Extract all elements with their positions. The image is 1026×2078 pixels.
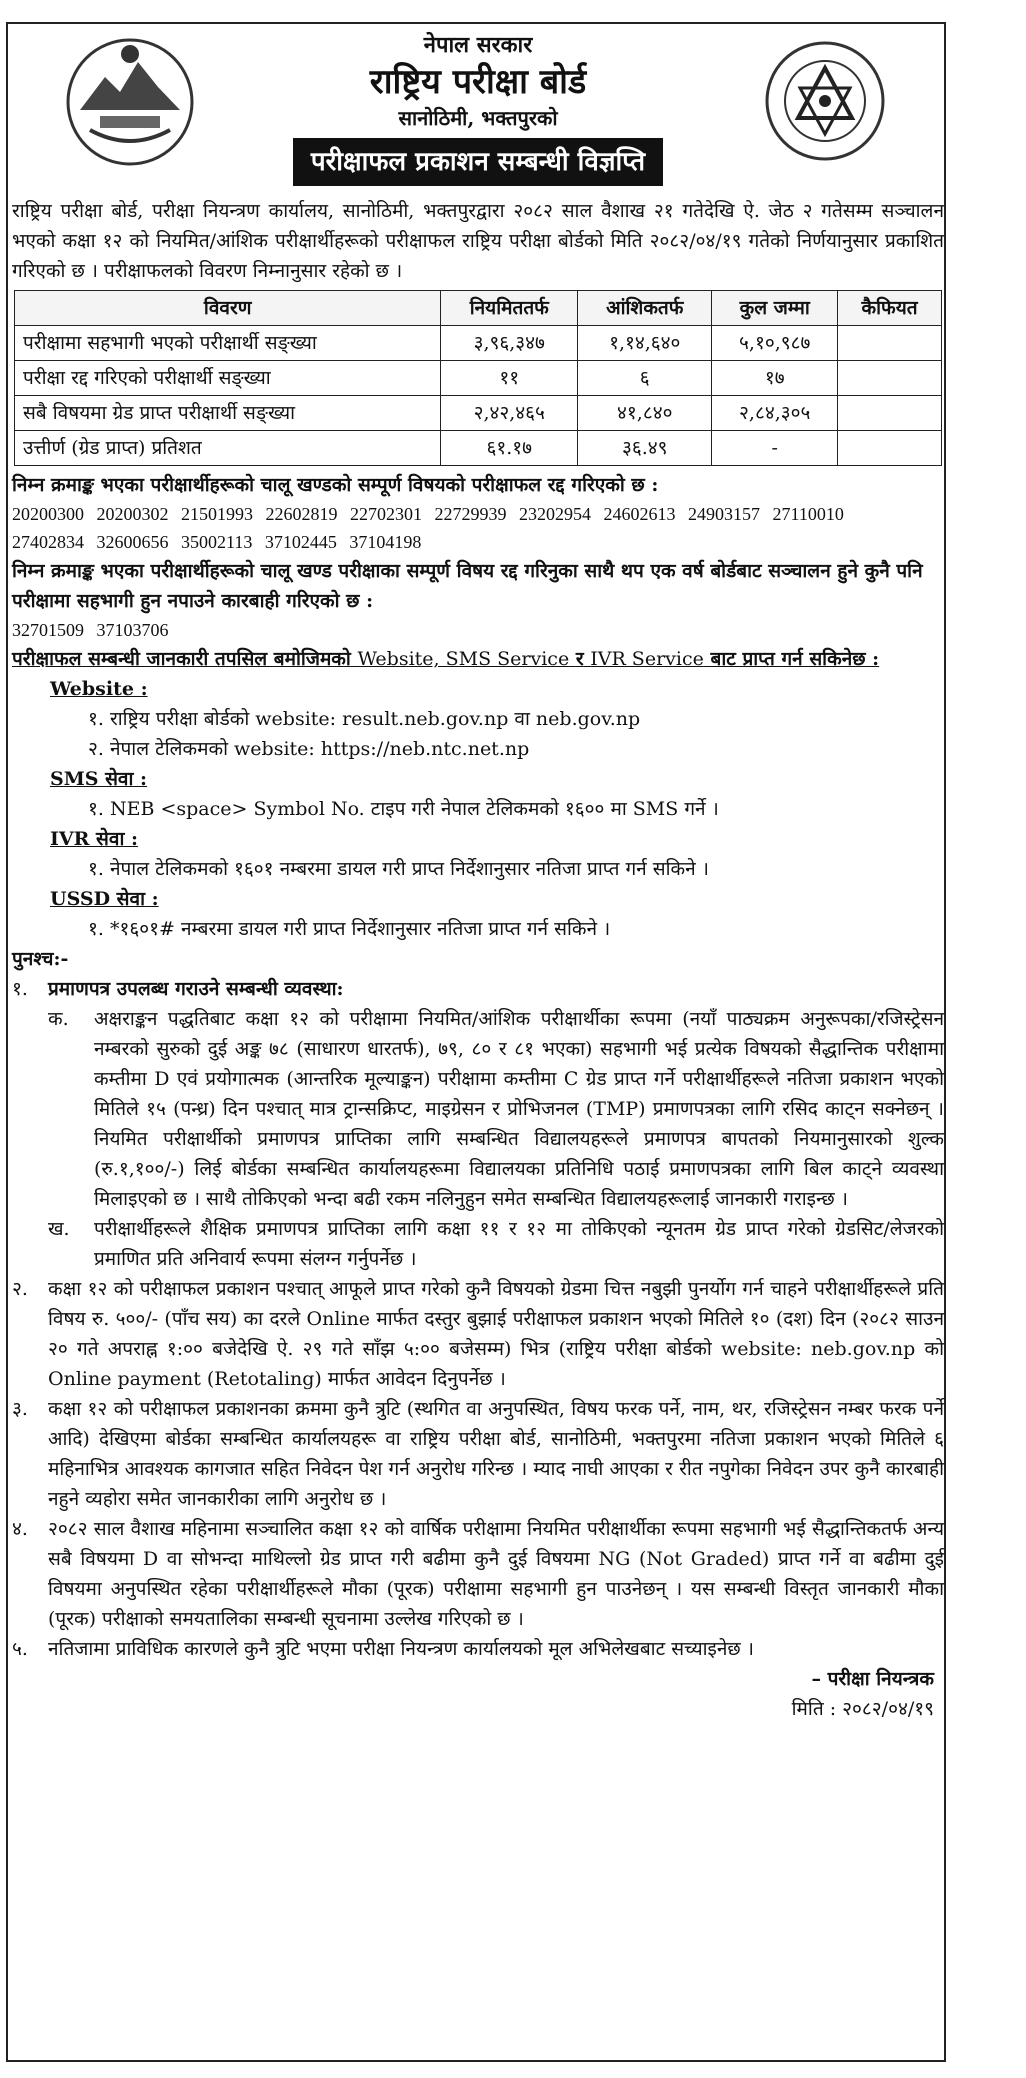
ussd-item: १. *१६०१# नम्बरमा डायल गरी प्राप्त निर्देशानुसार नतिजा प्राप्त गर्न सकिने । bbox=[88, 918, 611, 940]
table-cell: ४१,८४० bbox=[578, 396, 712, 431]
table-cell: उत्तीर्ण (ग्रेड प्राप्त) प्रतिशत bbox=[15, 431, 441, 466]
table-row bbox=[15, 361, 942, 396]
services-intro-a: परीक्षाफल सम्बन्धी जानकारी तपसिल बमोजिमको bbox=[12, 648, 351, 670]
board-title: राष्ट्रिय परीक्षा बोर्ड bbox=[369, 62, 587, 102]
services-intro-b: Website, SMS Service bbox=[357, 648, 570, 670]
table-row bbox=[15, 431, 942, 466]
sms-heading-label: SMS सेवा bbox=[50, 768, 134, 790]
services-intro-c: र bbox=[575, 648, 584, 670]
table-cell bbox=[838, 361, 942, 396]
note-4 bbox=[12, 1514, 944, 1634]
note-2 bbox=[12, 1274, 944, 1394]
table-cell: १७ bbox=[712, 361, 838, 396]
nepal-emblem-logo bbox=[60, 32, 200, 172]
website-heading-label: Website bbox=[50, 678, 134, 700]
table-row bbox=[15, 396, 942, 431]
notice-date: मिति : २०८२/०४/१९ bbox=[791, 1698, 934, 1720]
table-header: कैफियत bbox=[838, 291, 942, 326]
notes-heading: पुनश्च:- bbox=[12, 948, 69, 970]
note-1 bbox=[12, 974, 944, 1004]
note-number: ४. bbox=[12, 1518, 28, 1540]
note-5-text: नतिजामा प्राविधिक कारणले कुनै त्रुटि भएमा परीक्षा नियन्त्रण कार्यालयको मूल अभिलेखबाट सच्याइनेछ । bbox=[48, 1638, 754, 1660]
table-cell: - bbox=[712, 431, 838, 466]
table-cell: परीक्षामा सहभागी भएको परीक्षार्थी सङ्ख्या bbox=[15, 326, 441, 361]
cancel1-symbols-line2: 27402834 32600656 35002113 37102445 37104198 bbox=[12, 532, 422, 552]
ivr-heading-label: IVR सेवा bbox=[50, 828, 125, 850]
website-item: १. राष्ट्रिय परीक्षा बोर्डको website: result.neb.gov.np वा neb.gov.np bbox=[88, 708, 641, 730]
note-1-kha bbox=[48, 1214, 944, 1274]
ivr-heading: IVR सेवा : bbox=[50, 828, 139, 850]
services-intro-d: IVR Service bbox=[590, 648, 704, 670]
note-1-ka-text: अक्षराङ्कन पद्धतिबाट कक्षा १२ को परीक्षामा नियमित/आंशिक परीक्षार्थीका रूपमा (नयाँ पाठ्यक्रम अनुरूपका/रजिस्ट्रेसन नम्बरको सुरुको दुई अङ्क ७८ (साधारण धारतर्फ), ७९, ८० र ८१ भएका) सहभागी भई प्रत्येक विषयको सैद्धान्तिक परीक्षामा कम्तीमा D एवं प्रयोगात्मक (आन्तरिक मूल्याङ्कन) परीक्षामा कम्तीमा C ग्रेड प्राप्त गर्ने परीक्षार्थीहरूले नतिजा प्रकाशन भएको मितिले १५ (पन्ध्र) दिन पश्चात् मात्र ट्रान्सक्रिप्ट, माइग्रेसन र प्रोभिजनल (TMP) प्रमाणपत्रका लागि रसिद काट्न सक्नेछन् । नियमित परीक्षार्थीको प्रमाणपत्र प्राप्तिका लागि सम्बन्धित विद्यालयहरूले प्रमाणपत्र बापतको नियमानुसारको शुल्क (रु.१,१००/-) लिई बोर्डका सम्बन्धित कार्यालयहरूमा विद्यालयका प्रतिनिधि पठाई प्रमाणपत्रका लागि बिल काट्ने व्यवस्था मिलाइएको छ । साथै तोकिएको भन्दा बढी रकम नलिनुहुन समेत सम्बन्धित विद्यालयहरूलाई जानकारी गराइन्छ । bbox=[94, 1008, 944, 1210]
note-1-kha-text: परीक्षार्थीहरूले शैक्षिक प्रमाणपत्र प्राप्तिका लागि कक्षा ११ र १२ मा तोकिएको न्यूनतम ग्रेड प्राप्त गरेको ग्रेडसिट/लेजरको प्रमाणित प्रति अनिवार्य रूपमा संलग्न गर्नुपर्नेछ । bbox=[94, 1218, 944, 1270]
note-5 bbox=[12, 1634, 944, 1664]
table-header: नियमिततर्फ bbox=[441, 291, 578, 326]
table-header: आंशिकतर्फ bbox=[578, 291, 712, 326]
table-cell: ५,१०,९८७ bbox=[712, 326, 838, 361]
services-intro bbox=[12, 644, 944, 674]
services-intro-e: बाट प्राप्त गर्न सकिनेछ : bbox=[710, 648, 880, 670]
neb-seal-logo bbox=[760, 36, 890, 166]
note-3-text: कक्षा १२ को परीक्षाफल प्रकाशनका क्रममा कुनै त्रुटि (स्थगित वा अनुपस्थित, विषय फरक पर्ने, नाम, थर, रजिस्ट्रेसन नम्बर फरक पर्ने आदि) देखिएमा बोर्डका सम्बन्धित कार्यालयहरू वा राष्ट्रिय परीक्षा बोर्ड, सानोठिमी, भक्तपुरमा नतिजा प्रकाशन भएको मितिले ६ महिनाभित्र आवश्यक कागजात सहित निवेदन पेश गर्न अनुरोध गरिन्छ । म्याद नाघी आएका र रीत नपुगेका निवेदन उपर कुनै कारबाही नहुने व्यहोरा समेत जानकारीका लागि अनुरोध छ । bbox=[48, 1398, 944, 1510]
note-number: ३. bbox=[12, 1398, 28, 1420]
board-address: सानोठिमी, भक्तपुरको bbox=[398, 106, 558, 130]
table-row bbox=[15, 326, 942, 361]
table-cell: ६१.१७ bbox=[441, 431, 578, 466]
result-summary-table bbox=[14, 290, 942, 466]
intro-paragraph: राष्ट्रिय परीक्षा बोर्ड, परीक्षा नियन्त्रण कार्यालय, सानोठिमी, भक्तपुरद्वारा २०८२ साल वैशाख २१ गतेदेखि ऐ. जेठ २ गतेसम्म सञ्चालन भएको कक्षा १२ को नियमित/आंशिक परीक्षार्थीहरूको परीक्षाफल राष्ट्रिय परीक्षा बोर्डको मिति २०८२/०४/१९ गतेको निर्णयानुसार प्रकाशित गरिएको छ । परीक्षाफलको विवरण निम्नानुसार रहेको छ । bbox=[12, 200, 944, 282]
table-header: विवरण bbox=[15, 291, 441, 326]
table-cell: १,१४,६४० bbox=[578, 326, 712, 361]
note-2-text: कक्षा १२ को परीक्षाफल प्रकाशन पश्चात् आफूले प्राप्त गरेको कुनै विषयको ग्रेडमा चित्त नबुझी पुनर्योग गर्न चाहने परीक्षार्थीहरूले प्रति विषय रु. ५००/- (पाँच सय) का दरले Online मार्फत दस्तुर बुझाई परीक्षाफल प्रकाशन भएको मितिले १० (दश) दिन (२०८२ साउन २० गते अपराह्न १:०० बजेदेखि ऐ. २९ गते साँझ ५:०० बजेसम्म) भित्र (राष्ट्रिय परीक्षा बोर्डको website: neb.gov.np को Online payment (Retotaling) मार्फत आवेदन दिनुपर्नेछ । bbox=[48, 1278, 944, 1390]
note-1-title: प्रमाणपत्र उपलब्ध गराउने सम्बन्धी व्यवस्था: bbox=[48, 978, 344, 1000]
table-cell bbox=[838, 326, 942, 361]
note-4-text: २०८२ साल वैशाख महिनामा सञ्चालित कक्षा १२ को वार्षिक परीक्षामा नियमित परीक्षार्थीका रूपमा सहभागी भई सैद्धान्तिकतर्फ अन्य सबै विषयमा D वा सोभन्दा माथिल्लो ग्रेड प्राप्त गरी बढीमा कुनै दुई विषयमा NG (Not Graded) प्राप्त गर्ने वा बढीमा दुई विषयमा अनुपस्थित रहेका परीक्षार्थीहरूले मौका (पूरक) परीक्षामा सहभागी हुन पाउनेछन् । यस सम्बन्धी विस्तृत जानकारी मौका (पूरक) परीक्षाको समयतालिका सम्बन्धी सूचनामा उल्लेख गरिएको छ । bbox=[48, 1518, 944, 1630]
note-1-ka bbox=[48, 1004, 944, 1214]
table-cell: ११ bbox=[441, 361, 578, 396]
ussd-heading: USSD सेवा : bbox=[50, 888, 159, 910]
header-text bbox=[218, 30, 738, 186]
table-cell: ३६.४९ bbox=[578, 431, 712, 466]
website-item: २. नेपाल टेलिकमको website: https://neb.ntc.net.np bbox=[88, 738, 530, 760]
table-cell bbox=[838, 396, 942, 431]
website-heading: Website : bbox=[50, 678, 148, 700]
table-cell: ६ bbox=[578, 361, 712, 396]
note-number: ५. bbox=[12, 1638, 28, 1660]
note-3 bbox=[12, 1394, 944, 1514]
notice-frame bbox=[6, 22, 946, 2062]
table-cell: २,८४,३०५ bbox=[712, 396, 838, 431]
ussd-heading-label: USSD सेवा bbox=[50, 888, 146, 910]
notice-content bbox=[8, 196, 948, 1724]
table-cell: परीक्षा रद्द गरिएको परीक्षार्थी सङ्ख्या bbox=[15, 361, 441, 396]
cancel1-heading: निम्न क्रमाङ्क भएका परीक्षार्थीहरूको चालू खण्डको सम्पूर्ण विषयको परीक्षाफल रद्द गरिएको छ : bbox=[12, 474, 659, 496]
note-number: १. bbox=[12, 978, 28, 1000]
cancel1-symbols-line1: 20200300 20200302 21501993 22602819 22702301 22729939 23202954 24602613 24903157 27110010 bbox=[12, 504, 844, 524]
table-header-row bbox=[15, 291, 942, 326]
sms-item: १. NEB <space> Symbol No. टाइप गरी नेपाल टेलिकमको १६०० मा SMS गर्ने । bbox=[88, 798, 719, 820]
sub-number: क. bbox=[48, 1008, 69, 1030]
table-header: कुल जम्मा bbox=[712, 291, 838, 326]
cancel2-heading: निम्न क्रमाङ्क भएका परीक्षार्थीहरूको चालू खण्ड परीक्षाका सम्पूर्ण विषय रद्द गरिनुका साथै थप एक वर्ष बोर्डबाट सञ्चालन हुने कुनै पनि परीक्षामा सहभागी हुन नपाउने कारबाही गरिएको छ : bbox=[12, 560, 923, 612]
table-cell bbox=[838, 431, 942, 466]
sub-number: ख. bbox=[48, 1218, 70, 1240]
table-cell: ३,९६,३४७ bbox=[441, 326, 578, 361]
gov-title: नेपाल सरकार bbox=[423, 32, 533, 58]
signature: – परीक्षा नियन्त्रक bbox=[811, 1668, 934, 1690]
header bbox=[8, 24, 948, 194]
ivr-item: १. नेपाल टेलिकमको १६०१ नम्बरमा डायल गरी प्राप्त निर्देशानुसार नतिजा प्राप्त गर्न सकिने । bbox=[88, 858, 709, 880]
table-cell: सबै विषयमा ग्रेड प्राप्त परीक्षार्थी सङ्ख्या bbox=[15, 396, 441, 431]
notice-banner: परीक्षाफल प्रकाशन सम्बन्धी विज्ञप्ति bbox=[293, 138, 663, 186]
sms-heading: SMS सेवा : bbox=[50, 768, 148, 790]
table-cell: २,४२,४६५ bbox=[441, 396, 578, 431]
cancel2-symbols-line1: 32701509 37103706 bbox=[12, 620, 169, 640]
note-number: २. bbox=[12, 1278, 28, 1300]
